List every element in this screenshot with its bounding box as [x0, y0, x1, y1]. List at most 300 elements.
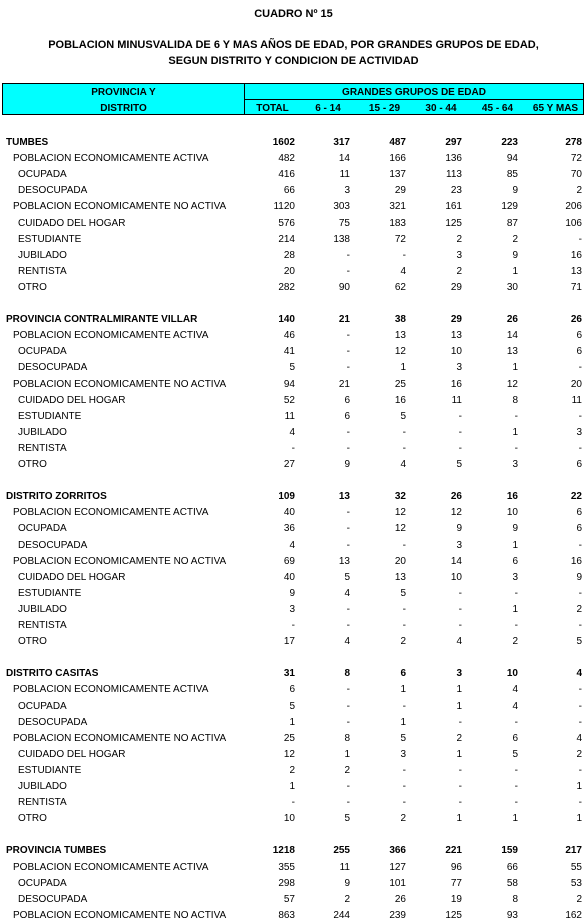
column-header-65-mas: 65 Y MAS: [526, 103, 585, 114]
cell-value: 72: [394, 233, 406, 245]
cell-value: 2: [344, 893, 350, 905]
row-label: JUBILADO: [18, 249, 67, 261]
cell-value: 85: [506, 169, 518, 181]
cell-value: 11: [339, 861, 350, 873]
cell-value: 40: [283, 571, 295, 583]
row-label: DESOCUPADA: [18, 362, 88, 374]
row-label: ESTUDIANTE: [18, 233, 82, 245]
table-row: [0, 183, 587, 199]
cell-value: 5: [400, 587, 406, 599]
cell-value: 11: [339, 169, 350, 181]
cell-value: 41: [283, 346, 295, 358]
cell-value: 12: [394, 346, 406, 358]
cell-value: -: [514, 620, 518, 631]
row-label: CUIDADO DEL HOGAR: [18, 571, 126, 583]
cell-value: 1: [289, 716, 295, 728]
cell-value: 214: [278, 233, 295, 245]
cell-value: -: [578, 700, 582, 712]
cell-value: -: [346, 249, 350, 261]
cell-value: 20: [570, 378, 582, 390]
cell-value: 4: [289, 426, 295, 438]
cell-value: 16: [506, 491, 518, 503]
cell-value: -: [578, 233, 582, 245]
cell-value: 6: [344, 394, 350, 406]
row-label: OTRO: [18, 636, 47, 648]
cell-value: 1: [456, 684, 462, 696]
cell-value: 2: [512, 233, 518, 245]
table-row: [0, 328, 587, 344]
cell-value: 16: [570, 249, 582, 261]
cell-value: 20: [283, 265, 295, 277]
cell-value: 2: [456, 265, 462, 277]
cell-value: 17: [283, 636, 295, 648]
group-row: [0, 312, 587, 328]
cell-value: 2: [576, 185, 582, 197]
cell-value: 159: [501, 845, 518, 857]
cell-value: 87: [506, 217, 518, 229]
table-row: [0, 199, 587, 215]
cell-value: -: [458, 587, 462, 599]
table-row: [0, 811, 587, 827]
column-header-30-44: 30 - 44: [413, 103, 469, 114]
cell-value: -: [346, 426, 350, 438]
spacer-row: [0, 473, 587, 489]
cell-value: 20: [394, 555, 406, 567]
spacer-row: [0, 650, 587, 666]
cell-value: 11: [571, 394, 582, 406]
cell-value: 1: [512, 426, 518, 438]
row-label: JUBILADO: [18, 603, 67, 615]
cell-value: 66: [283, 185, 295, 197]
cell-value: -: [291, 797, 295, 809]
cell-value: 1: [400, 362, 406, 374]
cell-value: 1: [456, 748, 462, 760]
cell-value: 62: [394, 281, 406, 293]
table-row: [0, 795, 587, 811]
cell-value: 10: [506, 668, 518, 680]
cell-value: -: [346, 507, 350, 519]
cell-value: 3: [456, 668, 462, 680]
table-row: [0, 264, 587, 280]
row-label: ESTUDIANTE: [18, 587, 82, 599]
row-label: POBLACION ECONOMICAMENTE NO ACTIVA: [13, 732, 227, 744]
cell-value: -: [578, 716, 582, 728]
cell-value: 14: [506, 330, 518, 342]
cell-value: 66: [506, 861, 518, 873]
cell-value: 2: [576, 893, 582, 905]
cell-value: 140: [278, 314, 295, 326]
cell-value: 10: [450, 346, 462, 358]
cell-value: 12: [506, 378, 518, 390]
cell-value: 303: [333, 201, 350, 213]
cell-value: 13: [338, 555, 350, 567]
cell-value: 113: [446, 169, 462, 181]
cell-value: 13: [570, 265, 582, 277]
cell-value: 4: [512, 684, 518, 696]
cell-value: -: [346, 716, 350, 728]
cell-value: -: [346, 523, 350, 535]
cell-value: 26: [394, 893, 406, 905]
cell-value: 70: [570, 169, 582, 181]
cell-value: -: [291, 620, 295, 631]
cell-value: -: [402, 539, 406, 551]
cell-value: 58: [506, 877, 518, 889]
column-header-total: TOTAL: [245, 103, 300, 114]
cell-value: 101: [389, 877, 406, 889]
row-label: RENTISTA: [18, 442, 67, 454]
column-header-15-29: 15 - 29: [356, 103, 413, 114]
cell-value: 1: [512, 362, 518, 374]
cell-value: 5: [344, 813, 350, 825]
cell-value: 366: [389, 845, 406, 857]
cell-value: 127: [389, 861, 406, 873]
table-row: [0, 151, 587, 167]
table-row: [0, 425, 587, 441]
cell-value: 129: [501, 201, 518, 213]
cell-value: -: [578, 587, 582, 599]
cell-value: 1: [576, 813, 582, 825]
cell-value: 223: [501, 137, 518, 148]
cell-value: 29: [450, 281, 462, 293]
table-row: [0, 586, 587, 602]
cell-value: 53: [570, 877, 582, 889]
row-label: POBLACION ECONOMICAMENTE ACTIVA: [13, 684, 209, 696]
cell-value: 6: [512, 732, 518, 744]
header-province-line2: DISTRITO: [100, 103, 147, 114]
cell-value: 22: [570, 491, 582, 503]
cell-value: 576: [278, 217, 295, 229]
cell-value: 77: [450, 877, 462, 889]
cell-value: 3: [456, 362, 462, 374]
cell-value: 2: [456, 233, 462, 245]
cell-value: 5: [289, 700, 295, 712]
cell-value: 23: [450, 185, 462, 197]
cell-value: 1: [456, 700, 462, 712]
cell-value: 6: [512, 555, 518, 567]
row-label: CUIDADO DEL HOGAR: [18, 217, 126, 229]
cell-value: 4: [344, 636, 350, 648]
cell-value: 298: [278, 877, 295, 889]
cell-value: 30: [506, 281, 518, 293]
table-row: [0, 457, 587, 473]
cell-value: 4: [344, 587, 350, 599]
cell-value: -: [514, 410, 518, 422]
cell-value: 125: [445, 217, 462, 229]
cell-value: 14: [450, 555, 462, 567]
table-row: [0, 634, 587, 650]
table-row: [0, 682, 587, 698]
cell-value: 55: [570, 861, 582, 873]
cell-value: 109: [278, 491, 295, 503]
table-row: [0, 248, 587, 264]
cell-value: 9: [456, 523, 462, 535]
cell-value: -: [346, 781, 350, 792]
cell-value: 27: [283, 459, 295, 470]
cell-value: 9: [512, 523, 518, 535]
header-province-line1: PROVINCIA Y: [91, 87, 156, 98]
row-label: CUIDADO DEL HOGAR: [18, 394, 126, 406]
table-row: [0, 860, 587, 876]
cell-value: 5: [400, 410, 406, 422]
cell-value: 46: [283, 330, 295, 342]
cell-value: 3: [512, 571, 518, 583]
cell-value: 4: [512, 700, 518, 712]
cell-value: 13: [394, 571, 406, 583]
row-label: POBLACION ECONOMICAMENTE ACTIVA: [13, 507, 209, 519]
cell-value: -: [458, 603, 462, 615]
cell-value: 355: [278, 861, 295, 873]
cell-value: 183: [389, 217, 406, 229]
cell-value: 136: [445, 153, 462, 165]
cell-value: 1: [400, 716, 406, 728]
cell-value: 38: [394, 314, 406, 326]
table-row: [0, 344, 587, 360]
row-label: DESOCUPADA: [18, 893, 88, 905]
table-row: [0, 876, 587, 892]
cell-value: 2: [400, 813, 406, 825]
cell-value: 13: [506, 346, 518, 358]
cell-value: -: [346, 684, 350, 696]
cell-value: 125: [445, 909, 462, 921]
table-row: [0, 409, 587, 425]
cell-value: 8: [344, 668, 350, 680]
cell-value: 162: [565, 909, 582, 921]
cell-value: 16: [450, 378, 462, 390]
cell-value: 5: [456, 459, 462, 470]
cell-value: -: [291, 442, 295, 454]
row-label: POBLACION ECONOMICAMENTE ACTIVA: [13, 330, 209, 342]
cell-value: -: [514, 797, 518, 809]
cell-value: 1: [512, 813, 518, 825]
group-row: [0, 666, 587, 682]
cell-value: 6: [576, 346, 582, 358]
cell-value: 6: [400, 668, 406, 680]
cell-value: 5: [400, 732, 406, 744]
cell-value: 52: [283, 394, 295, 406]
cell-value: 29: [394, 185, 406, 197]
cell-value: 3: [400, 748, 406, 760]
table-row: [0, 554, 587, 570]
cell-value: -: [346, 442, 350, 454]
table-row: [0, 377, 587, 393]
cell-value: 75: [338, 217, 350, 229]
cell-value: 16: [394, 394, 406, 406]
cell-value: 90: [338, 281, 350, 293]
cell-value: 6: [576, 330, 582, 342]
cell-value: 13: [394, 330, 406, 342]
cell-value: 11: [284, 410, 295, 422]
cell-value: 8: [512, 893, 518, 905]
cell-value: 482: [278, 153, 295, 165]
table-row: [0, 763, 587, 779]
cell-value: 71: [570, 281, 582, 293]
row-label: DISTRITO CASITAS: [6, 668, 99, 680]
table-row: [0, 216, 587, 232]
cell-value: 19: [450, 893, 462, 905]
cell-value: 25: [394, 378, 406, 390]
cell-value: 1: [400, 684, 406, 696]
cell-value: 12: [283, 748, 295, 760]
cell-value: -: [458, 797, 462, 809]
cell-value: 255: [333, 845, 350, 857]
row-label: DESOCUPADA: [18, 539, 88, 551]
cell-value: -: [514, 442, 518, 454]
row-label: POBLACION ECONOMICAMENTE NO ACTIVA: [13, 555, 227, 567]
cell-value: -: [402, 620, 406, 631]
table-row: [0, 747, 587, 763]
cell-value: 6: [576, 523, 582, 535]
cell-value: 10: [283, 813, 295, 825]
table-row: [0, 280, 587, 296]
cell-value: 2: [289, 764, 295, 776]
row-label: PROVINCIA TUMBES: [6, 845, 107, 857]
cell-value: 32: [394, 491, 406, 503]
cell-value: -: [578, 620, 582, 631]
cell-value: 13: [338, 491, 350, 503]
cell-value: 1: [512, 603, 518, 615]
cell-value: 10: [450, 571, 462, 583]
row-label: RENTISTA: [18, 265, 67, 277]
row-label: JUBILADO: [18, 781, 67, 792]
cell-value: 297: [445, 137, 462, 148]
cell-value: -: [578, 684, 582, 696]
column-header-45-64: 45 - 64: [469, 103, 526, 114]
cell-value: -: [458, 716, 462, 728]
table-row: [0, 167, 587, 183]
table-row: [0, 232, 587, 248]
spacer-row: [0, 827, 587, 843]
table-row: [0, 908, 587, 924]
cell-value: -: [458, 426, 462, 438]
row-label: OCUPADA: [18, 877, 67, 889]
cell-value: -: [346, 346, 350, 358]
cell-value: 9: [512, 249, 518, 261]
row-label: OCUPADA: [18, 346, 67, 358]
table-row: [0, 618, 587, 634]
table-row: [0, 393, 587, 409]
table-row: [0, 505, 587, 521]
column-header-6-14: 6 - 14: [300, 103, 356, 114]
cell-value: -: [514, 716, 518, 728]
cell-value: -: [458, 620, 462, 631]
cell-value: 2: [512, 636, 518, 648]
cell-value: 137: [389, 169, 406, 181]
cell-value: 6: [289, 684, 295, 696]
cell-value: 21: [338, 378, 350, 390]
cell-value: 321: [389, 201, 406, 213]
cell-value: 282: [278, 281, 295, 293]
cell-value: 1: [576, 781, 582, 792]
table-row: [0, 699, 587, 715]
table-row: [0, 570, 587, 586]
row-label: DESOCUPADA: [18, 185, 88, 197]
table-row: [0, 779, 587, 795]
row-label: CUIDADO DEL HOGAR: [18, 748, 126, 760]
cell-value: 1120: [273, 201, 295, 213]
cell-value: 57: [283, 893, 295, 905]
cell-value: 2: [344, 764, 350, 776]
row-label: POBLACION ECONOMICAMENTE NO ACTIVA: [13, 201, 227, 213]
cell-value: 161: [445, 201, 462, 213]
table-row: [0, 602, 587, 618]
cell-value: 4: [576, 732, 582, 744]
cell-value: 3: [289, 603, 295, 615]
row-label: DESOCUPADA: [18, 716, 88, 728]
cell-value: 138: [333, 233, 350, 245]
cell-value: 3: [576, 426, 582, 438]
cell-value: 6: [576, 459, 582, 470]
cell-value: -: [346, 539, 350, 551]
cell-value: -: [402, 603, 406, 615]
cell-value: 93: [506, 909, 518, 921]
group-row: [0, 489, 587, 505]
cell-value: 36: [283, 523, 295, 535]
cell-value: 26: [450, 491, 462, 503]
cell-value: 3: [344, 185, 350, 197]
cell-value: 12: [450, 507, 462, 519]
cell-value: 278: [565, 137, 582, 148]
cell-value: 1: [512, 265, 518, 277]
cell-value: 5: [344, 571, 350, 583]
cell-value: 863: [278, 909, 295, 921]
cell-value: 40: [283, 507, 295, 519]
cell-value: 4: [456, 636, 462, 648]
cell-value: 94: [283, 378, 295, 390]
cell-value: 26: [506, 314, 518, 326]
cell-value: 13: [450, 330, 462, 342]
cell-value: -: [578, 410, 582, 422]
cell-value: 3: [456, 539, 462, 551]
cell-value: -: [578, 764, 582, 776]
cell-value: 166: [389, 153, 406, 165]
cell-value: -: [514, 764, 518, 776]
cell-value: -: [402, 442, 406, 454]
cell-value: 2: [456, 732, 462, 744]
table-row: [0, 538, 587, 554]
cell-value: 10: [506, 507, 518, 519]
cell-value: 94: [506, 153, 518, 165]
cell-value: 9: [576, 571, 582, 583]
cell-value: 12: [394, 523, 406, 535]
row-label: RENTISTA: [18, 797, 67, 809]
cell-value: 31: [283, 668, 295, 680]
cell-value: 28: [283, 249, 295, 261]
cell-value: 5: [512, 748, 518, 760]
cell-value: -: [578, 797, 582, 809]
cell-value: 29: [450, 314, 462, 326]
cell-value: 2: [576, 603, 582, 615]
cell-value: 12: [394, 507, 406, 519]
cell-value: 11: [451, 394, 462, 406]
cell-value: 3: [512, 459, 518, 470]
table-number: CUADRO Nº 15: [254, 8, 333, 20]
header-age-groups: GRANDES GRUPOS DE EDAD: [342, 87, 486, 98]
cell-value: -: [402, 764, 406, 776]
cell-value: 25: [283, 732, 295, 744]
cell-value: 72: [570, 153, 582, 165]
table-row: [0, 731, 587, 747]
cell-value: 9: [512, 185, 518, 197]
table-title-line2: SEGUN DISTRITO Y CONDICION DE ACTIVIDAD: [168, 55, 419, 67]
row-label: RENTISTA: [18, 620, 67, 631]
row-label: OTRO: [18, 813, 47, 825]
cell-value: 69: [283, 555, 295, 567]
row-label: PROVINCIA CONTRALMIRANTE VILLAR: [6, 314, 198, 326]
row-label: POBLACION ECONOMICAMENTE ACTIVA: [13, 153, 209, 165]
cell-value: -: [346, 265, 350, 277]
row-label: POBLACION ECONOMICAMENTE NO ACTIVA: [13, 909, 227, 921]
cell-value: -: [346, 620, 350, 631]
